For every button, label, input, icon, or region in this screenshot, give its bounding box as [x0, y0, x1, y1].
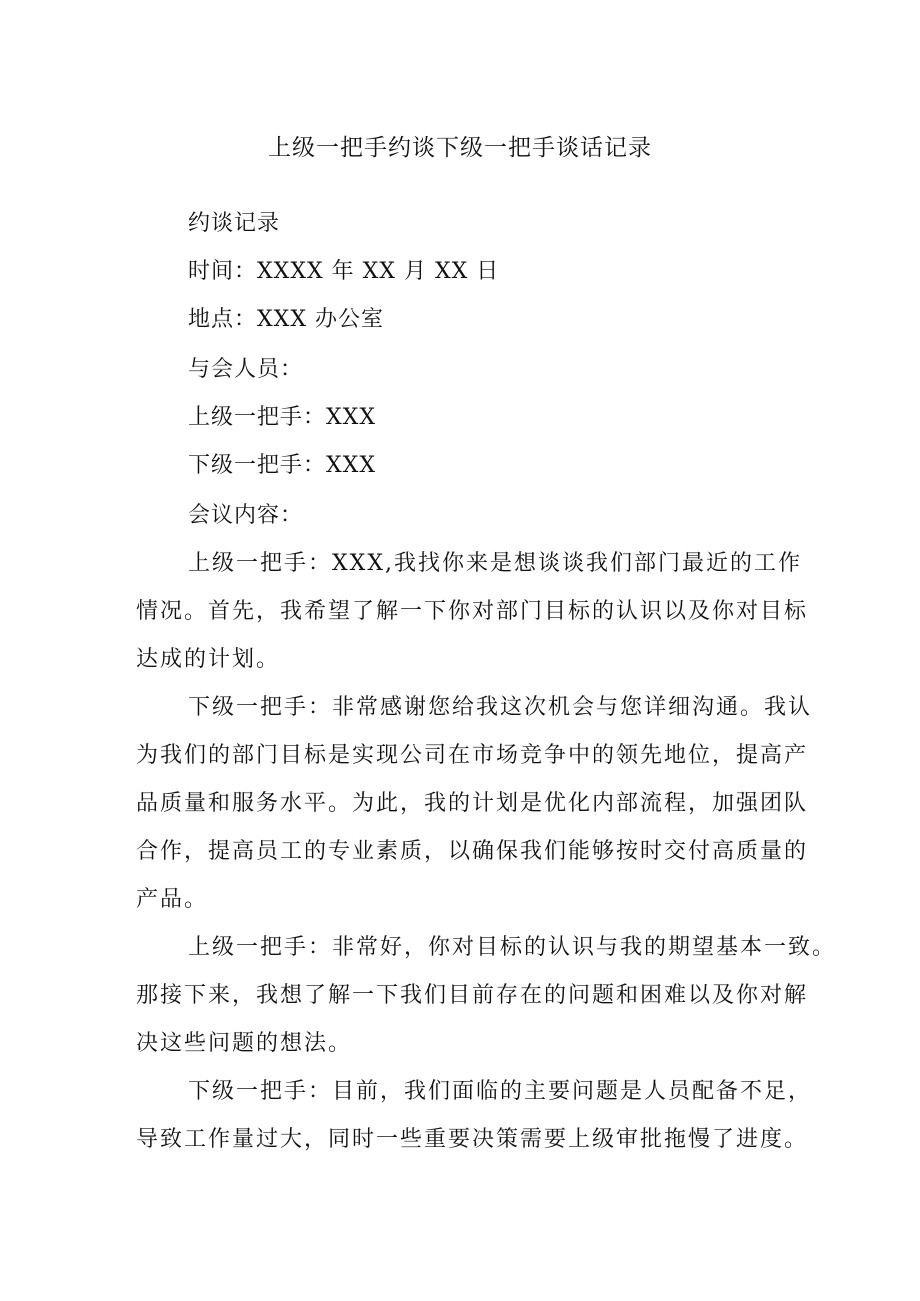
paragraph-line: 下级一把手：非常感谢您给我这次机会与您详细沟通。我认 [188, 695, 813, 720]
paragraph-line: 上级一把手：XXX,我找你来是想谈谈我们部门最近的工作 [188, 551, 802, 576]
document-title: 上级一把手约谈下级一把手谈话记录 [268, 135, 652, 161]
paragraph-line: 导致工作量过大，同时一些重要决策需要上级审批拖慢了进度。 [136, 1127, 809, 1152]
paragraph-line: 达成的计划。 [136, 647, 281, 672]
paragraph-superior-2 [136, 928, 837, 1072]
paragraph-line: 情况。首先，我希望了解一下你对部门目标的认识以及你对目标 [136, 599, 809, 624]
meeting-place: 地点：XXX 办公室 [188, 307, 384, 332]
paragraph-line: 为我们的部门目标是实现公司在市场竞争中的领先地位，提高产 [136, 743, 809, 768]
record-heading: 约谈记录 [188, 211, 281, 236]
meeting-time: 时间：XXXX 年 XX 月 XX 日 [188, 259, 500, 284]
paragraph-line: 产品。 [136, 887, 209, 912]
paragraph-line: 下级一把手：目前，我们面临的主要问题是人员配备不足， [188, 1079, 813, 1104]
attendees-label: 与会人员： [188, 357, 304, 382]
paragraph-line: 合作，提高员工的专业素质，以确保我们能够按时交付高质量的 [136, 839, 809, 864]
content-label: 会议内容： [188, 503, 304, 528]
paragraph-line: 那接下来，我想了解一下我们目前存在的问题和困难以及你对解 [136, 983, 809, 1008]
paragraph-superior-1 [136, 544, 816, 688]
attendee-subordinate: 下级一把手：XXX [188, 453, 376, 478]
paragraph-line: 品质量和服务水平。为此，我的计划是优化内部流程，加强团队 [136, 791, 809, 816]
paragraph-subordinate-2 [136, 1072, 816, 1168]
paragraph-line: 决这些问题的想法。 [136, 1031, 353, 1056]
paragraph-subordinate-1 [136, 688, 816, 928]
attendee-superior: 上级一把手：XXX [188, 405, 376, 430]
paragraph-line: 上级一把手：非常好，你对目标的认识与我的期望基本一致。 [188, 935, 837, 960]
